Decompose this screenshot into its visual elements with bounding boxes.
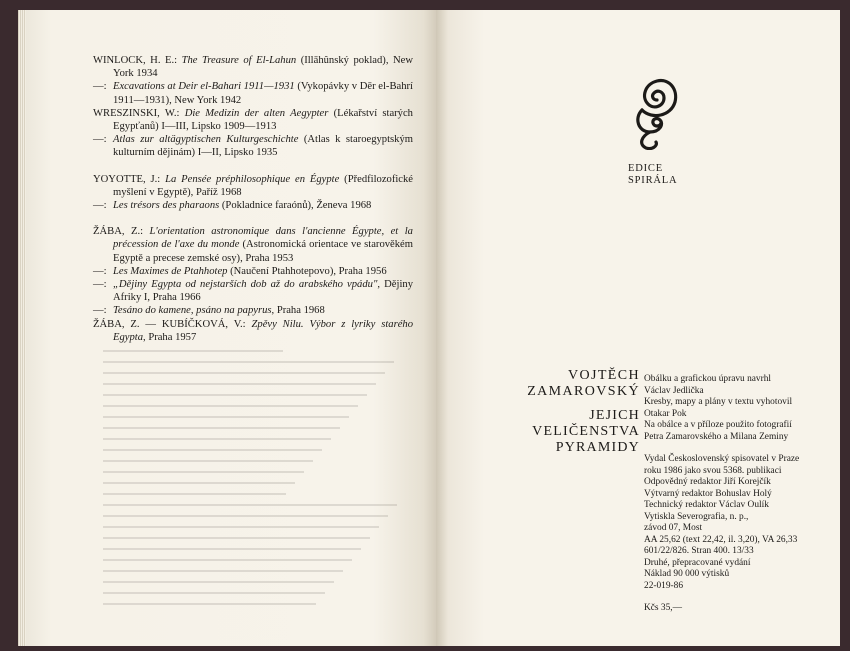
entry-details: (Naučení Ptahhotepovo), Praha 1956 — [227, 265, 387, 277]
entry-title: Zpěvy Nilu. Výbor z lyriky starého Egypta — [113, 318, 413, 343]
entry-title: Les trésors des pharaons — [113, 200, 220, 212]
title-line-2: VELIČENSTVA — [532, 424, 640, 439]
spiral-logo-icon — [620, 60, 694, 150]
bleed-through-line — [103, 405, 358, 407]
imprint-line: Druhé, přepracované vydání — [644, 557, 751, 568]
bleed-through-line — [103, 460, 313, 462]
imprint-publication — [644, 454, 822, 592]
imprint-line: Obálku a grafickou úpravu navrhl — [644, 374, 772, 384]
title-line-3: PYRAMIDY — [555, 440, 640, 455]
ditto-dash: —: — [93, 279, 107, 291]
bibliography-entry — [93, 265, 413, 278]
book-spread — [18, 10, 840, 646]
entry-title: La Pensée préphilosophique en Égypte — [165, 173, 340, 185]
entry-title: „Dějiny Egypta od nejstarších dob až do arabského vpádu" — [113, 279, 378, 291]
bleed-through-line — [103, 548, 361, 550]
bleed-through-line — [103, 372, 385, 374]
bleed-through-line — [103, 559, 352, 561]
bibliography-entry — [93, 80, 413, 106]
entry-details: (Illāhûnský poklad), New York 1934 — [113, 55, 413, 80]
bleed-through-line — [103, 383, 376, 385]
ditto-dash: —: — [93, 200, 107, 212]
bleed-through-line — [103, 581, 334, 583]
bibliography-entry — [93, 278, 413, 304]
imprint-line: Výtvarný redaktor Bohuslav Holý — [644, 488, 772, 499]
bleed-through-line — [103, 361, 394, 363]
price-label: Kčs 35,— — [644, 603, 683, 613]
ditto-dash: —: — [93, 81, 107, 93]
bleed-through-line — [103, 570, 343, 572]
imprint-line: závod 07, Most — [644, 523, 703, 533]
bleed-through-line — [103, 350, 283, 352]
bleed-through-line — [103, 504, 397, 506]
bleed-through-line — [103, 438, 331, 440]
imprint-line: Otakar Pok — [644, 408, 687, 419]
imprint-line: 22-019-86 — [644, 580, 684, 591]
entry-details: , Dějiny Afriky I, Praha 1966 — [113, 279, 413, 304]
imprint-line: AA 25,62 (text 22,42, il. 3,20), VA 26,33 — [644, 534, 798, 545]
bibliography-entry — [93, 54, 413, 80]
entry-title: The Treasure of El-Lahun — [181, 55, 297, 66]
imprint-line: Náklad 90 000 výtisků — [644, 569, 730, 579]
bleed-through-line — [103, 427, 340, 429]
entry-title: L'orientation astronomique dans l'ancienne Égypte, et la précession de l'axe du monde — [113, 226, 413, 251]
page-edge — [18, 10, 26, 646]
entry-title: Tesáno do kamene, psáno na papyrus — [113, 305, 272, 317]
entry-details: , Praha 1968 — [271, 305, 325, 317]
bleed-through-line — [103, 526, 379, 528]
right-page — [436, 10, 840, 646]
entry-details: (Vykopávky v Dēr el-Bahrí 1911—1931), New York 1942 — [113, 81, 413, 106]
entry-author: WINLOCK, H. E.: — [93, 55, 182, 66]
series-line-2: SPIRÁLA — [628, 175, 678, 186]
entry-author: ŽÁBA, Z.: — [93, 226, 150, 238]
entry-title: Excavations at Deir el-Bahari 1911—1931 — [113, 81, 295, 93]
bleed-through-line — [103, 394, 367, 396]
author-first-name: VOJTĚCH — [567, 368, 640, 383]
entry-title: Atlas zur altägyptischen Kulturgeschichte — [113, 134, 299, 146]
bibliography-entry — [93, 304, 413, 317]
imprint-line: 601/22/826. Stran 400. 13/33 — [644, 546, 754, 556]
entry-details: (Astronomická orientace ve starověkém Egyptě a precese zemské osy), Praha 1953 — [113, 239, 413, 264]
ditto-dash: —: — [93, 134, 107, 146]
entry-title: Les Maximes de Ptahhotep — [113, 265, 228, 277]
author-name — [527, 368, 640, 400]
ditto-dash: —: — [93, 305, 107, 317]
entry-details: (Lékařství starých Egypťanů) I—III, Lipsko 1909—1913 — [113, 107, 413, 133]
bleed-through-line — [103, 603, 316, 605]
ditto-dash: —: — [93, 265, 107, 277]
entry-details: (Atlas k staroegyptským kulturním dějinám) I—II, Lipsko 1935 — [113, 134, 413, 159]
imprint-line: Technický redaktor Václav Oulík — [644, 500, 769, 510]
bibliography-entry — [93, 199, 413, 212]
entry-details: (Pokladnice faraónů), Ženeva 1968 — [219, 200, 372, 212]
imprint-credits — [644, 374, 822, 443]
bibliography-entry — [93, 133, 413, 159]
bleed-through-line — [103, 416, 349, 418]
book-title — [532, 408, 640, 456]
imprint-line: Kresby, mapy a plány v textu vyhotovil — [644, 397, 793, 407]
bleed-through-line — [103, 471, 304, 473]
entry-details: (Předfilozofické myšlení v Egyptě), Paříž 1968 — [113, 173, 414, 198]
bibliography-entry — [93, 107, 413, 133]
imprint-line: roku 1986 jako svou 5368. publikaci — [644, 465, 782, 476]
series-name — [628, 163, 677, 187]
bleed-through-line — [103, 537, 370, 539]
left-page — [18, 10, 436, 646]
series-line-1: EDICE — [628, 163, 663, 174]
author-last-name: ZAMAROVSKÝ — [527, 384, 640, 399]
bleed-through-line — [103, 515, 388, 517]
imprint-line: Vytiskla Severografia, n. p., — [644, 511, 749, 522]
bibliography-entry — [93, 318, 413, 344]
entry-title: Die Medizin der alten Aegypter — [184, 107, 329, 119]
entry-details: , Praha 1957 — [143, 331, 197, 343]
bleed-through-text — [103, 350, 403, 610]
bleed-through-line — [103, 493, 286, 495]
bibliography-entry — [93, 225, 413, 265]
imprint-line: Na obálce a v příloze použito fotografií — [644, 420, 792, 430]
bibliography-entry — [93, 173, 413, 199]
title-line-1: JEJICH — [589, 408, 640, 423]
bibliography-list — [93, 54, 413, 344]
entry-author: ŽÁBA, Z. — KUBÍČKOVÁ, V.: — [93, 318, 252, 330]
imprint-line: Petra Zamarovského a Milana Zeminy — [644, 431, 789, 442]
imprint-line: Vydal Československý spisovatel v Praze — [644, 454, 800, 464]
imprint-line: Odpovědný redaktor Jiří Korejčík — [644, 477, 771, 487]
entry-author: WRESZINSKI, W.: — [93, 107, 185, 119]
imprint-colophon — [644, 374, 822, 615]
imprint-line: Václav Jedlička — [644, 385, 704, 396]
bleed-through-line — [103, 592, 325, 594]
entry-author: YOYOTTE, J.: — [93, 173, 166, 185]
bleed-through-line — [103, 449, 322, 451]
bleed-through-line — [103, 482, 295, 484]
